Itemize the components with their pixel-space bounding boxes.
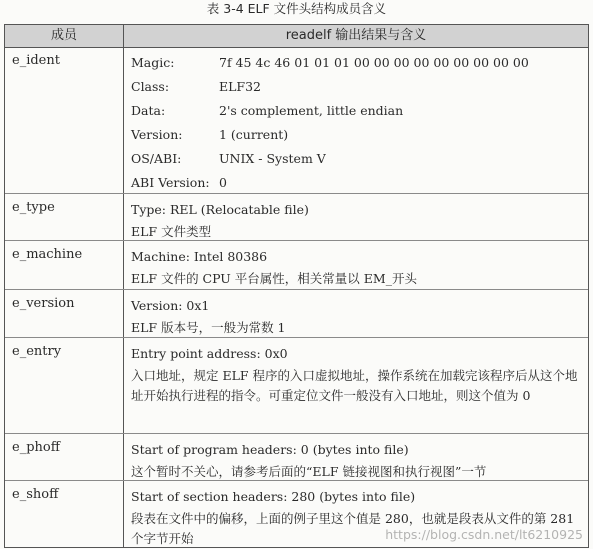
output-line: Machine: Intel 80386: [131, 249, 268, 264]
meaning-text: ELF 文件的 CPU 平台属性，相关常量以 EM_开头: [131, 271, 417, 286]
field-value: 7f 45 4c 46 01 01 01 00 00 00 00 00 00 00 00 00: [219, 55, 529, 70]
table-row-e-type: [5, 193, 588, 240]
meaning-text: ELF 版本号，一般为常数 1: [131, 320, 286, 335]
header-col-readelf: readelf 输出结果与含义: [285, 28, 427, 43]
field-os-abi: [131, 147, 581, 171]
readelf-output: [131, 51, 581, 195]
output-line: Type: REL (Relocatable file): [131, 202, 309, 217]
output-line: Start of section headers: 280 (bytes into file): [131, 489, 416, 504]
readelf-output: [131, 342, 581, 406]
member-name: e_entry: [12, 344, 62, 359]
member-name: e_shoff: [12, 487, 59, 502]
field-class: [131, 75, 581, 99]
member-name: e_phoff: [12, 440, 60, 455]
readelf-output: [131, 438, 581, 482]
field-value: UNIX - System V: [219, 151, 326, 166]
field-value: 1 (current): [219, 127, 289, 142]
output-line: Entry point address: 0x0: [131, 346, 288, 361]
member-name: e_ident: [12, 53, 60, 68]
meaning-text: ELF 文件类型: [131, 224, 212, 239]
field-key: Class:: [131, 79, 170, 94]
member-name: e_version: [12, 296, 75, 311]
field-key: OS/ABI:: [131, 151, 182, 166]
table-header: [5, 25, 588, 48]
table-row-e-ident: [5, 47, 588, 193]
meaning-text: 这个暂时不关心，请参考后面的“ELF 链接视图和执行视图”一节: [131, 464, 487, 479]
field-key: Version:: [131, 127, 183, 142]
member-name: e_type: [12, 200, 55, 215]
readelf-output: [131, 198, 581, 242]
table-row-e-entry: [5, 337, 588, 433]
field-version: [131, 123, 581, 147]
output-line: Start of program headers: 0 (bytes into file): [131, 442, 409, 457]
watermark-url: https://blog.csdn.net/lt6210925: [385, 527, 583, 542]
table-caption: 表 3-4 ELF 文件头结构成员含义: [206, 1, 387, 16]
field-key: Magic:: [131, 55, 175, 70]
field-value: 2's complement, little endian: [219, 103, 404, 118]
field-value: 0: [219, 175, 227, 190]
header-col-member: 成员: [50, 28, 77, 43]
field-data: [131, 99, 581, 123]
table-row-e-machine: [5, 240, 588, 289]
output-line: Version: 0x1: [131, 298, 210, 313]
field-key: ABI Version:: [131, 175, 210, 190]
readelf-output: [131, 294, 581, 338]
meaning-text: 段表在文件中的偏移，上面的例子里这个值是 280，也就是段表从文件的第 281 个字节开始: [131, 511, 575, 546]
field-magic: [131, 51, 581, 75]
meaning-text: 入口地址，规定 ELF 程序的入口虚拟地址，操作系统在加载完该程序后从这个地址开始执行进程的指令。可重定位文件一般没有入口地址，则这个值为 0: [131, 368, 578, 403]
field-value: ELF32: [219, 79, 262, 94]
readelf-output: [131, 245, 581, 289]
elf-header-table: [4, 24, 589, 548]
table-row-e-version: [5, 289, 588, 337]
field-key: Data:: [131, 103, 166, 118]
field-abi-version: [131, 171, 581, 195]
table-row-e-phoff: [5, 433, 588, 480]
member-name: e_machine: [12, 247, 83, 262]
